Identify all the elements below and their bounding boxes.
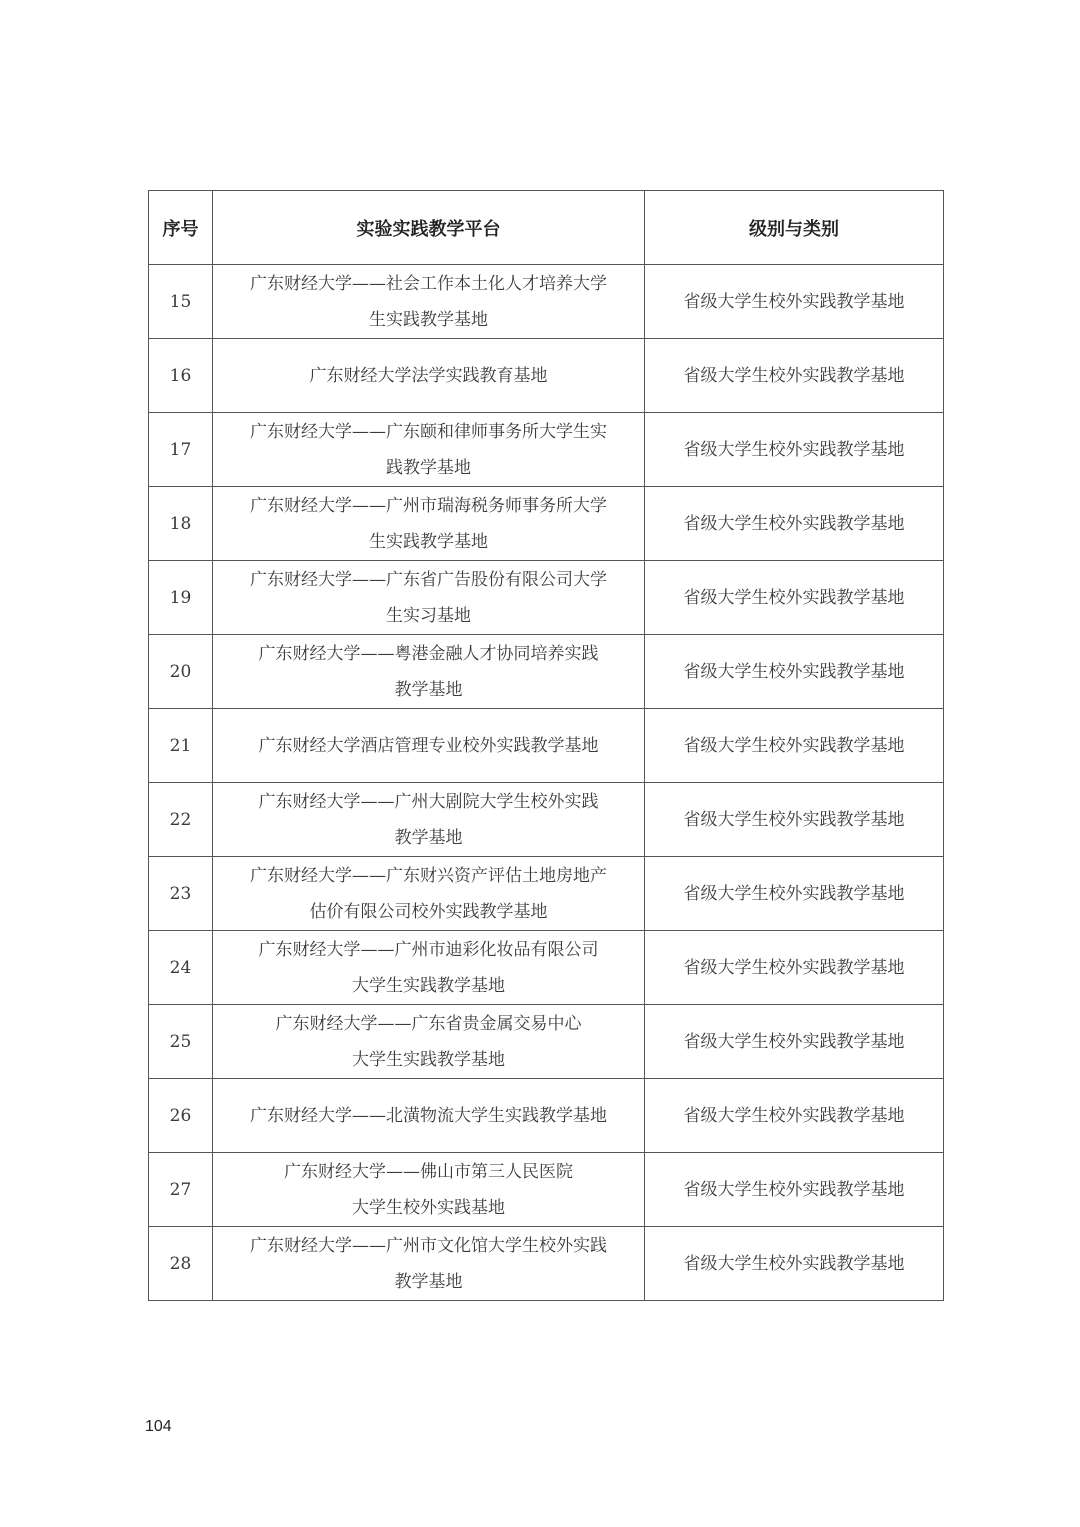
cell-level: 省级大学生校外实践教学基地 [645,783,944,857]
header-platform: 实验实践教学平台 [213,191,645,265]
platform-text: 广东财经大学——佛山市第三人民医院 大学生校外实践基地 [284,1161,573,1218]
platform-text: 广东财经大学——广东财兴资产评估土地房地产 估价有限公司校外实践教学基地 [250,865,607,922]
platform-text: 广东财经大学酒店管理专业校外实践教学基地 [258,735,599,756]
platform-text: 广东财经大学——广东省贵金属交易中心 大学生实践教学基地 [275,1013,582,1070]
cell-level: 省级大学生校外实践教学基地 [645,857,944,931]
cell-seq: 15 [149,265,213,339]
platform-text: 广东财经大学法学实践教育基地 [309,365,548,386]
practice-base-table [148,190,944,1301]
cell-level: 省级大学生校外实践教学基地 [645,487,944,561]
platform-text: 广东财经大学——广州市瑞海税务师事务所大学 生实践教学基地 [250,495,607,552]
table-row [149,1005,944,1079]
cell-platform [213,931,645,1005]
table-row [149,413,944,487]
table-row [149,1227,944,1301]
page-number: 104 [145,1418,172,1435]
cell-platform [213,1227,645,1301]
cell-platform [213,1079,645,1153]
cell-platform [213,561,645,635]
cell-level: 省级大学生校外实践教学基地 [645,931,944,1005]
cell-level: 省级大学生校外实践教学基地 [645,709,944,783]
table-row [149,783,944,857]
cell-seq: 23 [149,857,213,931]
cell-platform [213,1153,645,1227]
cell-platform [213,1005,645,1079]
cell-seq: 17 [149,413,213,487]
cell-seq: 25 [149,1005,213,1079]
platform-text: 广东财经大学——粤港金融人才协同培养实践 教学基地 [258,643,599,700]
cell-seq: 19 [149,561,213,635]
cell-level: 省级大学生校外实践教学基地 [645,1227,944,1301]
cell-level: 省级大学生校外实践教学基地 [645,1005,944,1079]
cell-platform [213,783,645,857]
cell-level: 省级大学生校外实践教学基地 [645,265,944,339]
table-row [149,339,944,413]
cell-platform [213,709,645,783]
cell-platform [213,857,645,931]
table-row [149,709,944,783]
table-row [149,931,944,1005]
header-level: 级别与类别 [645,191,944,265]
cell-level: 省级大学生校外实践教学基地 [645,635,944,709]
platform-text: 广东财经大学——广东颐和律师事务所大学生实 践教学基地 [250,421,607,478]
cell-seq: 28 [149,1227,213,1301]
table-row [149,487,944,561]
platform-text: 广东财经大学——广州大剧院大学生校外实践 教学基地 [258,791,599,848]
cell-seq: 18 [149,487,213,561]
cell-seq: 20 [149,635,213,709]
table-header-row [149,191,944,265]
cell-platform [213,339,645,413]
cell-level: 省级大学生校外实践教学基地 [645,1153,944,1227]
cell-platform [213,413,645,487]
platform-text: 广东财经大学——广东省广告股份有限公司大学 生实习基地 [250,569,607,626]
cell-seq: 21 [149,709,213,783]
cell-platform [213,265,645,339]
table-row [149,857,944,931]
table-row [149,1153,944,1227]
cell-level: 省级大学生校外实践教学基地 [645,1079,944,1153]
platform-text: 广东财经大学——广州市迪彩化妆品有限公司 大学生实践教学基地 [258,939,599,996]
cell-platform [213,635,645,709]
platform-text: 广东财经大学——社会工作本土化人才培养大学 生实践教学基地 [250,273,607,330]
cell-seq: 22 [149,783,213,857]
cell-level: 省级大学生校外实践教学基地 [645,339,944,413]
table-row [149,265,944,339]
cell-seq: 27 [149,1153,213,1227]
table-row [149,561,944,635]
cell-platform [213,487,645,561]
table-row [149,1079,944,1153]
cell-level: 省级大学生校外实践教学基地 [645,561,944,635]
table-row [149,635,944,709]
platform-text: 广东财经大学——广州市文化馆大学生校外实践 教学基地 [250,1235,607,1292]
cell-level: 省级大学生校外实践教学基地 [645,413,944,487]
cell-seq: 26 [149,1079,213,1153]
platform-text: 广东财经大学——北潢物流大学生实践教学基地 [250,1105,607,1126]
cell-seq: 24 [149,931,213,1005]
cell-seq: 16 [149,339,213,413]
header-seq: 序号 [149,191,213,265]
